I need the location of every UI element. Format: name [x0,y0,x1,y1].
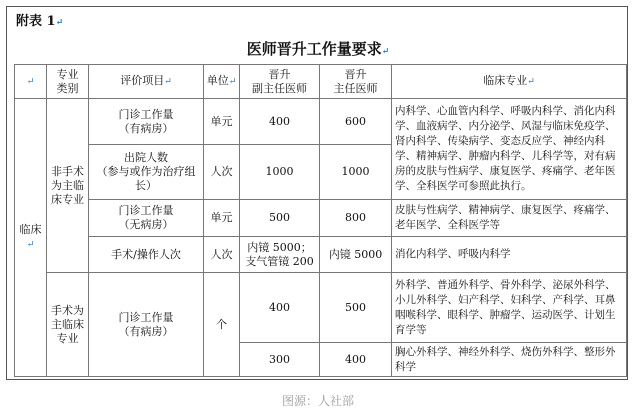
non-surgical-category: 非手术为主临床专业 [47,99,89,273]
unit-cell: 人次 [204,145,240,200]
specialty-cell: 胸心外科学、神经外科学、烧伤外科学、整形外科学 [392,343,627,377]
table-title: 医师晋升工作量要求↵ [246,40,390,58]
header-item: 评价项目↵ [89,65,204,99]
chief-value: 1000 [320,145,392,200]
unit-cell: 单元 [204,200,240,237]
chief-value: 800 [320,200,392,237]
item-cell: 门诊工作量 （有病房） [89,99,204,145]
item-cell: 手术/操作人次 [89,237,204,273]
deputy-value: 400 [240,99,320,145]
deputy-value: 内镜 5000； 支气管镜 200 [240,237,320,273]
specialty-cell: 外科学、普通外科学、骨外科学、泌尿外科学、小儿外科学、妇产科学、妇科学、产科学、耳鼻咽喉科学、眼科学、肿瘤学、运动医学、计划生育学等 [392,273,627,343]
deputy-value: 1000 [240,145,320,200]
header-unit: 单位↵ [204,65,240,99]
table-row [15,99,627,145]
table-row [15,200,627,237]
unit-cell: 单元 [204,99,240,145]
unit-cell: 个 [204,273,240,377]
surgical-category: 手术为主临床专业 [47,273,89,377]
header-chief: 晋升 主任医师 [320,65,392,99]
item-cell: 门诊工作量 （无病房） [89,200,204,237]
chief-value: 400 [320,343,392,377]
deputy-value: 400 [240,273,320,343]
header-deputy: 晋升 副主任医师 [240,65,320,99]
item-cell: 门诊工作量 （有病房） [89,273,204,377]
deputy-value: 500 [240,200,320,237]
header-row [15,65,627,99]
domain-cell: 临床↵ [15,99,47,377]
deputy-value: 300 [240,343,320,377]
chief-value: 600 [320,99,392,145]
table-row [15,237,627,273]
header-blank: ↵ [15,65,47,99]
header-category: 专业 类别 [47,65,89,99]
unit-cell: 人次 [204,237,240,273]
header-specialty: 临床专业↵ [392,65,627,99]
specialty-cell: 内科学、心血管内科学、呼吸内科学、消化内科学、血液病学、内分泌学、风湿与临床免疫学、肾内科学、传染病学、变态反应学、神经内科学、精神病学、肿瘤内科学、儿科学等，对有病房的皮肤与性病学、康复医学、疼痛学、老年医学、全科医学可参照此执行。 [392,99,627,200]
annex-label: 附表 1↵ [16,14,64,29]
specialty-cell: 消化内科学、呼吸内科学 [392,237,627,273]
table-row [15,273,627,343]
specialty-cell: 皮肤与性病学、精神病学、康复医学、疼痛学、老年医学、全科医学等 [392,200,627,237]
item-cell: 出院人数 （参与或作为治疗组长） [89,145,204,200]
chief-value: 内镜 5000 [320,237,392,273]
workload-table [14,64,627,377]
image-source-caption: 图源：人社部 [281,394,354,408]
chief-value: 500 [320,273,392,343]
